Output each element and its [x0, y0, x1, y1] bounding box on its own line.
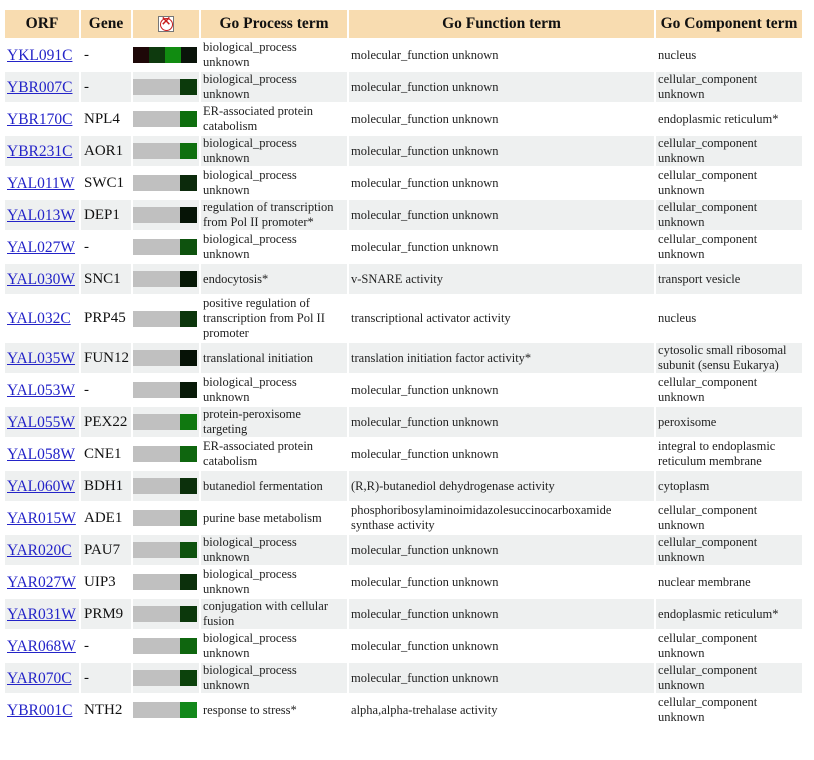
gene-cell: SWC1 [81, 168, 131, 198]
process-cell: biological_process unknown [201, 40, 347, 70]
process-cell: biological_process unknown [201, 72, 347, 102]
expression-gray-bar [133, 510, 180, 526]
process-cell: butanediol fermentation [201, 471, 347, 501]
gene-cell: - [81, 375, 131, 405]
expression-gray-bar [133, 271, 180, 287]
orf-cell [5, 232, 79, 262]
table-row [5, 695, 802, 725]
orf-link[interactable]: YAL053W [7, 381, 76, 399]
expression-color-block [180, 670, 197, 686]
orf-link[interactable]: YBR001C [7, 701, 73, 719]
expression-cell [133, 296, 199, 341]
expression-cell [133, 695, 199, 725]
expression-color-block [180, 446, 197, 462]
expression-color-block [180, 207, 197, 223]
expression-gray-bar [133, 382, 180, 398]
expression-swatch [133, 606, 197, 622]
table-row [5, 168, 802, 198]
process-cell: biological_process unknown [201, 663, 347, 693]
process-cell: positive regulation of transcription from Pol II promoter [201, 296, 347, 341]
expression-swatch [133, 239, 197, 255]
orf-cell [5, 535, 79, 565]
table-row [5, 343, 802, 373]
expression-swatch [133, 143, 197, 159]
function-cell: molecular_function unknown [349, 567, 654, 597]
component-cell: cellular_component unknown [656, 663, 802, 693]
orf-link[interactable]: YAL011W [7, 174, 75, 192]
orf-link[interactable]: YAR020C [7, 541, 72, 559]
expression-cell [133, 535, 199, 565]
expression-swatch [133, 414, 197, 430]
function-cell: transcriptional activator activity [349, 296, 654, 341]
gene-cell: - [81, 40, 131, 70]
orf-link[interactable]: YAL058W [7, 445, 76, 463]
expression-color-block [180, 574, 197, 590]
expression-color-block [180, 239, 197, 255]
expression-color-block [180, 638, 197, 654]
process-cell: regulation of transcription from Pol II promoter* [201, 200, 347, 230]
function-cell: molecular_function unknown [349, 40, 654, 70]
orf-link[interactable]: YAL013W [7, 206, 76, 224]
expression-color-block [180, 478, 197, 494]
table-body [5, 40, 802, 725]
table-row [5, 264, 802, 294]
gene-cell: FUN12 [81, 343, 131, 373]
process-cell: biological_process unknown [201, 535, 347, 565]
expression-cell [133, 200, 199, 230]
orf-link[interactable]: YAL035W [7, 349, 76, 367]
function-cell: molecular_function unknown [349, 631, 654, 661]
expression-gray-bar [133, 175, 180, 191]
expression-color-block [180, 175, 197, 191]
expression-color-block [180, 510, 197, 526]
orf-cell [5, 40, 79, 70]
expression-color-block [180, 271, 197, 287]
expression-swatch [133, 670, 197, 686]
function-column-header[interactable]: Go Function term [349, 10, 654, 38]
function-cell: molecular_function unknown [349, 72, 654, 102]
expression-swatch [133, 175, 197, 191]
expression-cell [133, 663, 199, 693]
orf-cell [5, 695, 79, 725]
function-cell: alpha,alpha-trehalase activity [349, 695, 654, 725]
gene-cell: NPL4 [81, 104, 131, 134]
expression-cell [133, 232, 199, 262]
gene-cell: PRP45 [81, 296, 131, 341]
header-row [5, 10, 802, 38]
component-cell: integral to endoplasmic reticulum membrane [656, 439, 802, 469]
expression-cell [133, 503, 199, 533]
gene-cell: - [81, 232, 131, 262]
orf-link[interactable]: YAL060W [7, 477, 76, 495]
orf-cell [5, 375, 79, 405]
table-row [5, 631, 802, 661]
component-cell: endoplasmic reticulum* [656, 104, 802, 134]
expression-swatch [133, 446, 197, 462]
gene-cell: ADE1 [81, 503, 131, 533]
component-cell: cellular_component unknown [656, 503, 802, 533]
expression-gray-bar [133, 79, 180, 95]
component-cell: cellular_component unknown [656, 695, 802, 725]
gene-column-header[interactable]: Gene [81, 10, 131, 38]
expression-swatch [133, 350, 197, 366]
function-cell: molecular_function unknown [349, 663, 654, 693]
orf-cell [5, 567, 79, 597]
process-cell: purine base metabolism [201, 503, 347, 533]
orf-link[interactable]: YAR031W [7, 605, 76, 623]
expression-swatch [133, 478, 197, 494]
component-cell: cellular_component unknown [656, 535, 802, 565]
expression-color-block [180, 143, 197, 159]
gene-cell: - [81, 663, 131, 693]
orf-link[interactable]: YAL027W [7, 238, 76, 256]
expression-cell [133, 407, 199, 437]
component-cell: transport vesicle [656, 264, 802, 294]
table-row [5, 200, 802, 230]
orf-link[interactable]: YAL030W [7, 270, 76, 288]
expression-cell [133, 40, 199, 70]
expression-gray-bar [133, 638, 180, 654]
orf-cell [5, 631, 79, 661]
expression-cell [133, 567, 199, 597]
expression-color-block [180, 542, 197, 558]
expression-gray-bar [133, 350, 180, 366]
expression-color-block [180, 79, 197, 95]
table-row [5, 567, 802, 597]
process-cell: biological_process unknown [201, 567, 347, 597]
orf-cell [5, 296, 79, 341]
component-cell: nucleus [656, 296, 802, 341]
function-cell: molecular_function unknown [349, 535, 654, 565]
function-cell: molecular_function unknown [349, 439, 654, 469]
component-cell: cellular_component unknown [656, 232, 802, 262]
process-cell: biological_process unknown [201, 136, 347, 166]
expression-swatch [133, 47, 197, 63]
gene-cell: NTH2 [81, 695, 131, 725]
expression-block [133, 47, 149, 63]
component-cell: cytoplasm [656, 471, 802, 501]
component-cell: peroxisome [656, 407, 802, 437]
expression-cell [133, 375, 199, 405]
process-cell: biological_process unknown [201, 631, 347, 661]
expression-color-block [180, 350, 197, 366]
results-table [3, 8, 804, 727]
orf-link[interactable]: YAR015W [7, 509, 76, 527]
process-cell: ER-associated protein catabolism [201, 439, 347, 469]
expression-cell [133, 72, 199, 102]
process-cell: ER-associated protein catabolism [201, 104, 347, 134]
table-row [5, 439, 802, 469]
component-cell: cytosolic small ribosomal subunit (sensu Eukarya) [656, 343, 802, 373]
expression-gray-bar [133, 239, 180, 255]
expression-gray-bar [133, 446, 180, 462]
table-row [5, 296, 802, 341]
function-cell: molecular_function unknown [349, 375, 654, 405]
table-row [5, 375, 802, 405]
gene-cell: PEX22 [81, 407, 131, 437]
expression-swatch [133, 207, 197, 223]
expression-gray-bar [133, 542, 180, 558]
orf-cell [5, 104, 79, 134]
expression-cell [133, 599, 199, 629]
table-row [5, 104, 802, 134]
expression-gray-bar [133, 478, 180, 494]
gene-cell: CNE1 [81, 439, 131, 469]
expression-gray-bar [133, 207, 180, 223]
expression-cell [133, 343, 199, 373]
table-row [5, 599, 802, 629]
expression-swatch [133, 382, 197, 398]
process-cell: translational initiation [201, 343, 347, 373]
orf-link[interactable]: YAR027W [7, 573, 76, 591]
function-cell: v-SNARE activity [349, 264, 654, 294]
expression-gray-bar [133, 574, 180, 590]
component-cell: cellular_component unknown [656, 72, 802, 102]
expression-color-block [180, 702, 197, 718]
function-cell: molecular_function unknown [349, 104, 654, 134]
process-column-header[interactable]: Go Process term [201, 10, 347, 38]
function-cell: translation initiation factor activity* [349, 343, 654, 373]
process-cell: biological_process unknown [201, 232, 347, 262]
expression-block [181, 47, 197, 63]
gene-cell: UIP3 [81, 567, 131, 597]
component-cell: cellular_component unknown [656, 200, 802, 230]
expression-cell [133, 136, 199, 166]
function-cell: phosphoribosylaminoimidazolesuccinocarboxamide synthase activity [349, 503, 654, 533]
gene-cell: - [81, 631, 131, 661]
expression-gray-bar [133, 111, 180, 127]
process-cell: endocytosis* [201, 264, 347, 294]
process-cell: conjugation with cellular fusion [201, 599, 347, 629]
orf-link[interactable]: YAR068W [7, 637, 76, 655]
expression-color-block [180, 311, 197, 327]
expression-swatch [133, 311, 197, 327]
expression-swatch [133, 542, 197, 558]
expression-gray-bar [133, 606, 180, 622]
table-row [5, 535, 802, 565]
expression-block [165, 47, 181, 63]
table-row [5, 407, 802, 437]
expression-swatch [133, 271, 197, 287]
process-cell: protein-peroxisome targeting [201, 407, 347, 437]
expression-gray-bar [133, 414, 180, 430]
function-cell: molecular_function unknown [349, 200, 654, 230]
table-row [5, 503, 802, 533]
expression-gray-bar [133, 670, 180, 686]
component-cell: cellular_component unknown [656, 168, 802, 198]
gene-cell: BDH1 [81, 471, 131, 501]
orf-cell [5, 200, 79, 230]
process-cell: biological_process unknown [201, 375, 347, 405]
component-cell: cellular_component unknown [656, 136, 802, 166]
expression-swatch [133, 79, 197, 95]
process-cell: biological_process unknown [201, 168, 347, 198]
function-cell: molecular_function unknown [349, 232, 654, 262]
orf-cell [5, 343, 79, 373]
table-row [5, 471, 802, 501]
expression-gray-bar [133, 311, 180, 327]
expression-cell [133, 168, 199, 198]
orf-cell [5, 407, 79, 437]
orf-link[interactable]: YAL032C [7, 310, 71, 327]
component-column-header[interactable]: Go Component term [656, 10, 802, 38]
orf-cell [5, 264, 79, 294]
gene-cell: - [81, 72, 131, 102]
expression-swatch [133, 638, 197, 654]
function-cell: molecular_function unknown [349, 407, 654, 437]
orf-link[interactable]: YBR170C [7, 110, 73, 128]
orf-cell [5, 72, 79, 102]
table-row [5, 72, 802, 102]
expression-color-block [180, 111, 197, 127]
orf-column-header[interactable]: ORF [5, 10, 79, 38]
gene-cell: PAU7 [81, 535, 131, 565]
orf-cell [5, 471, 79, 501]
component-cell: cellular_component unknown [656, 375, 802, 405]
process-cell: response to stress* [201, 695, 347, 725]
expression-swatch [133, 111, 197, 127]
expression-cell [133, 104, 199, 134]
function-cell: molecular_function unknown [349, 136, 654, 166]
expression-color-block [180, 606, 197, 622]
expression-color-block [180, 414, 197, 430]
expression-cell [133, 631, 199, 661]
expression-cell [133, 471, 199, 501]
orf-link[interactable]: YKL091C [7, 46, 73, 64]
expression-swatch [133, 574, 197, 590]
gene-cell: SNC1 [81, 264, 131, 294]
expression-gray-bar [133, 702, 180, 718]
orf-link[interactable]: YAL055W [7, 413, 76, 431]
orf-cell [5, 663, 79, 693]
expression-cell [133, 439, 199, 469]
table-row [5, 232, 802, 262]
expression-cell [133, 264, 199, 294]
orf-cell [5, 503, 79, 533]
function-cell: molecular_function unknown [349, 168, 654, 198]
orf-cell [5, 136, 79, 166]
expression-block [149, 47, 165, 63]
function-cell: (R,R)-butanediol dehydrogenase activity [349, 471, 654, 501]
orf-cell [5, 439, 79, 469]
expression-swatch [133, 702, 197, 718]
component-cell: endoplasmic reticulum* [656, 599, 802, 629]
orf-cell [5, 168, 79, 198]
gene-cell: AOR1 [81, 136, 131, 166]
expression-column-header [133, 10, 199, 38]
table-row [5, 663, 802, 693]
orf-link[interactable]: YBR007C [7, 78, 73, 96]
table-row [5, 136, 802, 166]
expression-color-block [180, 382, 197, 398]
orf-cell [5, 599, 79, 629]
component-cell: nuclear membrane [656, 567, 802, 597]
component-cell: nucleus [656, 40, 802, 70]
orf-link[interactable]: YAR070C [7, 669, 72, 687]
function-cell: molecular_function unknown [349, 599, 654, 629]
orf-link[interactable]: YBR231C [7, 142, 73, 160]
component-cell: cellular_component unknown [656, 631, 802, 661]
gene-cell: DEP1 [81, 200, 131, 230]
table-row [5, 40, 802, 70]
broken-image-icon [158, 16, 174, 32]
expression-gray-bar [133, 143, 180, 159]
gene-cell: PRM9 [81, 599, 131, 629]
expression-swatch [133, 510, 197, 526]
